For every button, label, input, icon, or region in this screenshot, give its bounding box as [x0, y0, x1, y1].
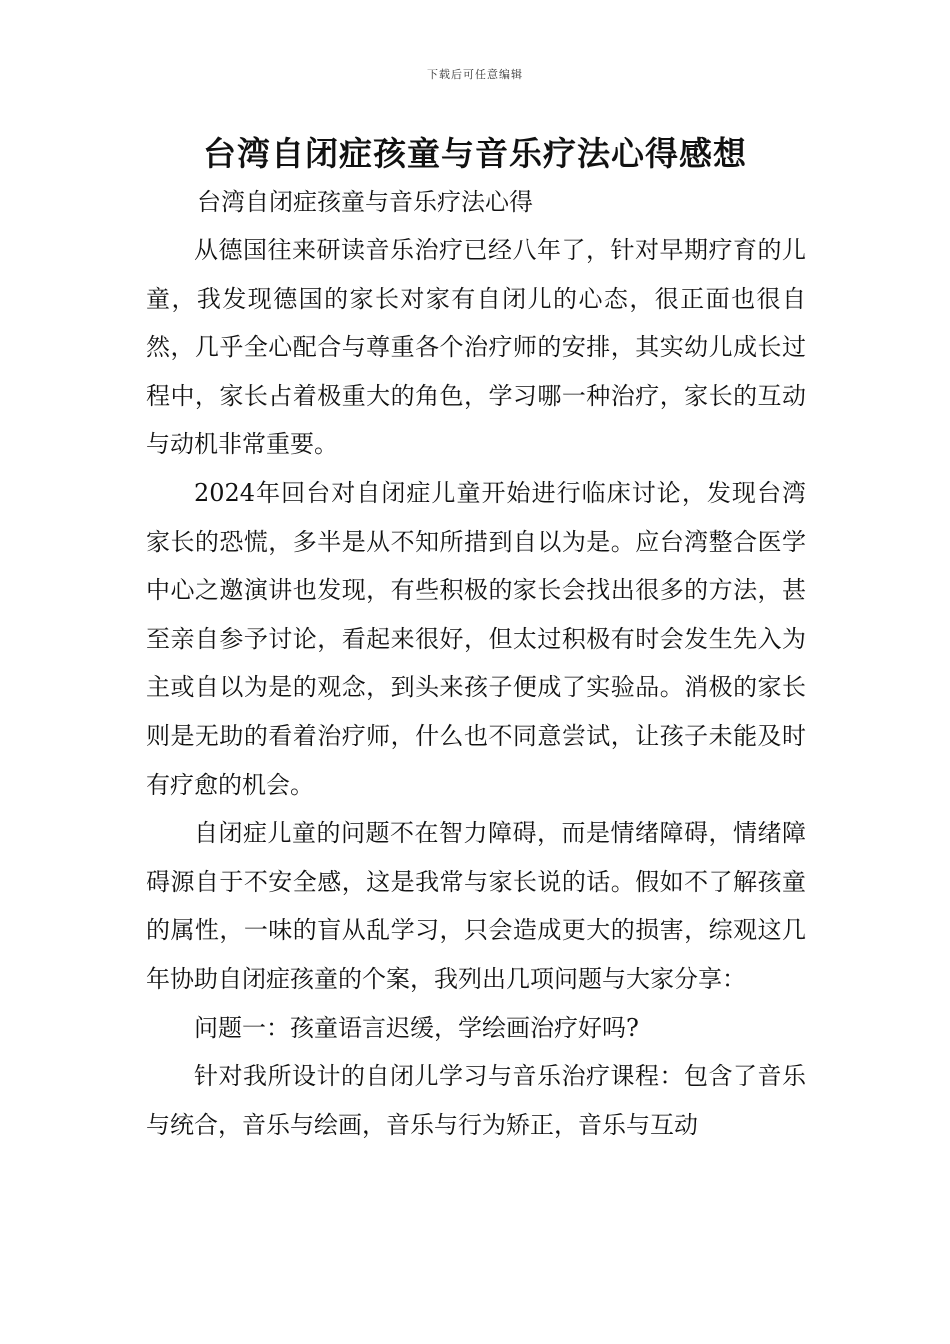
paragraph-question-one: 问题一：孩童语言迟缓，学绘画治疗好吗? — [194, 1013, 639, 1042]
document-subtitle: 台湾自闭症孩童与音乐疗法心得 — [197, 188, 533, 216]
document-title: 台湾自闭症孩童与音乐疗法心得感想 — [203, 134, 747, 173]
paragraph-intro: 从德国往来研读音乐治疗已经八年了，针对早期疗育的儿童，我发现德国的家长对家有自闭儿的心态，很正面也很自然，几乎全心配合与尊重各个治疗师的安排，其实幼儿成长过程中，家长占着极重大的角色，学习哪一种治疗，家长的互动与动机非常重要。 — [146, 236, 806, 459]
header-note: 下载后可任意编辑 — [427, 68, 523, 81]
paragraph-music-therapy-course: 针对我所设计的自闭儿学习与音乐治疗课程：包含了音乐与统合，音乐与绘画，音乐与行为矫正，音乐与互动 — [146, 1062, 806, 1139]
paragraph-taiwan-parents: 2024年回台对自闭症儿童开始进行临床讨论，发现台湾家长的恐慌，多半是从不知所措到自以为是。应台湾整合医学中心之邀演讲也发现，有些积极的家长会找出很多的方法，甚至亲自参予讨论，看起来很好，但太过积极有时会发生先入为主或自以为是的观念，到头来孩子便成了实验品。消极的家长则是无助的看着治疗师，什么也不同意尝试，让孩子未能及时有疗愈的机会。 — [146, 478, 806, 799]
paragraph-emotional-disorder: 自闭症儿童的问题不在智力障碍，而是情绪障碍，情绪障碍源自于不安全感，这是我常与家长说的话。假如不了解孩童的属性，一味的盲从乱学习，只会造成更大的损害，综观这几年协助自闭症孩童的个案，我列出几项问题与大家分享： — [146, 819, 806, 993]
document-body — [146, 226, 806, 1149]
